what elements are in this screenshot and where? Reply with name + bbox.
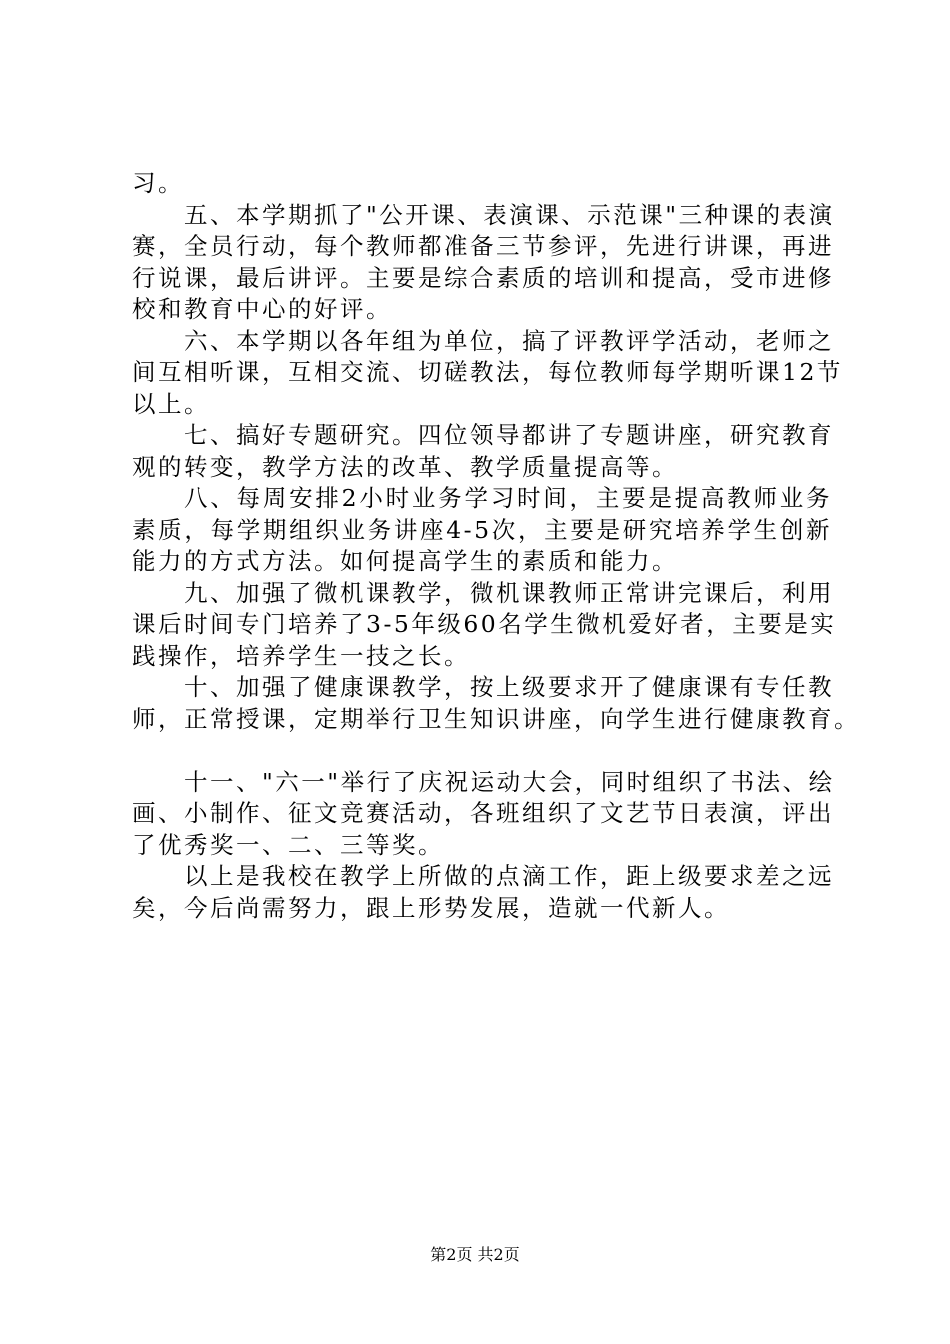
paragraph-line: 五、本学期抓了"公开课、表演课、示范课"三种课的表演: [184, 200, 835, 229]
paragraph-line: 校和教育中心的好评。: [132, 295, 392, 323]
paragraph-line: 十一、"六一"举行了庆祝运动大会，同时组织了书法、绘: [184, 767, 835, 796]
paragraph-line: 赛，全员行动，每个教师都准备三节参评，先进行讲课，再进: [132, 232, 834, 260]
paragraph-line: 以上是我校在教学上所做的点滴工作，距上级要求差之远: [184, 862, 834, 890]
paragraph-line: 能力的方式方法。如何提高学生的素质和能力。: [132, 547, 678, 575]
paragraph-line: 观的转变，教学方法的改革、教学质量提高等。: [132, 452, 678, 481]
page-footer: [0, 1242, 950, 1265]
paragraph-line: 以上。: [132, 389, 210, 418]
paragraph-line: 间互相听课，互相交流、切磋教法，每位教师每学期听课12节: [132, 358, 843, 386]
paragraph-line: 师，正常授课，定期举行卫生知识讲座，向学生进行健康教育。: [132, 704, 860, 733]
paragraph-line: 七、搞好专题研究。四位领导都讲了专题讲座，研究教育: [184, 421, 834, 449]
paragraph-line: 矣，今后尚需努力，跟上形势发展，造就一代新人。: [132, 893, 730, 922]
paragraph-line: 九、加强了微机课教学，微机课教师正常讲完课后，利用: [184, 578, 834, 607]
paragraph-line: 六、本学期以各年组为单位，搞了评教评学活动，老师之: [184, 326, 834, 355]
paragraph-line: 践操作，培养学生一技之长。: [132, 641, 470, 670]
paragraph-line: 画、小制作、征文竞赛活动，各班组织了文艺节日表演，评出: [132, 799, 834, 827]
paragraph-gap: [132, 735, 832, 767]
page-number-label: 第2页 共2页: [430, 1245, 520, 1264]
paragraph-line: 八、每周安排2小时业务学习时间，主要是提高教师业务: [184, 484, 832, 512]
document-body: [132, 168, 860, 924]
paragraph-line: 十、加强了健康课教学，按上级要求开了健康课有专任教: [184, 673, 834, 701]
paragraph-line: 课后时间专门培养了3-5年级60名学生微机爱好者，主要是实: [132, 610, 837, 638]
paragraph-line: 了优秀奖一、二、三等奖。: [132, 830, 444, 859]
paragraph-line: 行说课，最后讲评。主要是综合素质的培训和提高，受市进修: [132, 263, 834, 292]
paragraph-line: 素质，每学期组织业务讲座4-5次，主要是研究培养学生创新: [132, 515, 832, 544]
paragraph-line: 习。: [132, 169, 184, 197]
